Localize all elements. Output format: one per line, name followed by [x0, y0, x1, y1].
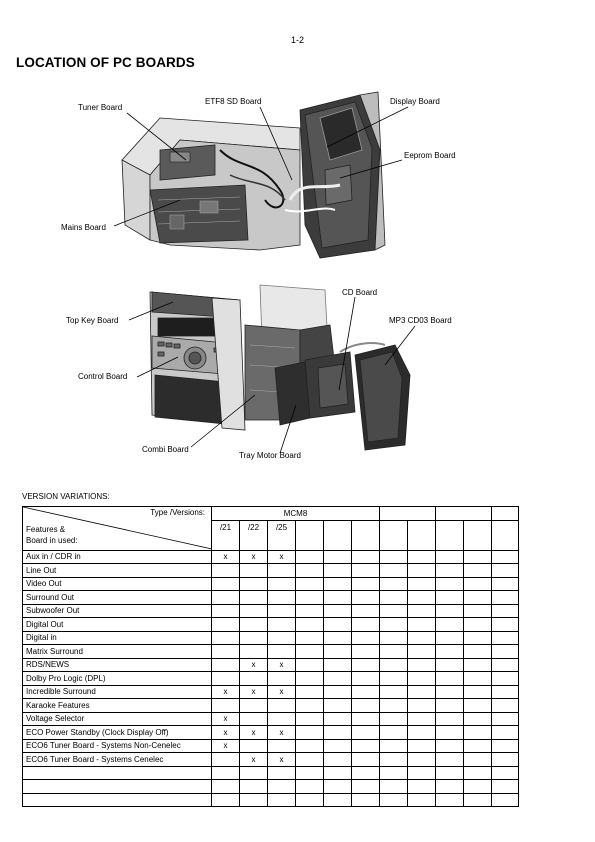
feature-cell: Karaoke Features — [23, 699, 212, 713]
empty-cell — [464, 564, 492, 578]
tuner-board-label: Tuner Board — [78, 103, 123, 112]
empty-cell — [380, 604, 408, 618]
version-mark-cell-v25 — [268, 645, 296, 659]
empty-cell — [324, 618, 352, 632]
empty-cell — [464, 672, 492, 686]
empty-cell — [408, 672, 436, 686]
mp3-cd03-board-label: MP3 CD03 Board — [389, 316, 452, 325]
empty-cell — [352, 658, 380, 672]
empty-cell — [296, 672, 324, 686]
version-mark-cell-v25: x — [268, 685, 296, 699]
empty-cell — [408, 685, 436, 699]
display-board-label: Display Board — [390, 97, 440, 106]
version-mark-cell-v25 — [268, 564, 296, 578]
empty-cell — [492, 766, 519, 780]
version-mark-cell-v22: x — [240, 685, 268, 699]
empty-cell — [464, 685, 492, 699]
empty-cell — [464, 712, 492, 726]
empty-cell — [408, 699, 436, 713]
empty-cell — [324, 685, 352, 699]
empty-cell — [352, 672, 380, 686]
empty-cell — [464, 577, 492, 591]
feature-cell: Voltage Selector — [23, 712, 212, 726]
empty-cell — [408, 631, 436, 645]
empty-cell — [324, 564, 352, 578]
empty-cell — [352, 564, 380, 578]
version-mark-cell-v21 — [212, 564, 240, 578]
empty-cell — [408, 645, 436, 659]
feature-cell: Line Out — [23, 564, 212, 578]
empty-cell — [436, 618, 464, 632]
version-mark-cell-v21 — [212, 793, 240, 807]
empty-cell — [380, 726, 408, 740]
empty-cell — [324, 604, 352, 618]
eeprom-board-label: Eeprom Board — [404, 151, 456, 160]
empty-cell — [492, 712, 519, 726]
empty-cell — [324, 793, 352, 807]
empty-cell — [436, 699, 464, 713]
empty-cell — [492, 645, 519, 659]
version-mark-cell-v22 — [240, 618, 268, 632]
empty-cell — [464, 591, 492, 605]
version-mark-cell-v21 — [212, 577, 240, 591]
version-mark-cell-v21 — [212, 618, 240, 632]
version-mark-cell-v25 — [268, 591, 296, 605]
empty-cell — [324, 712, 352, 726]
control-board-label: Control Board — [78, 372, 128, 381]
empty-cell — [296, 712, 324, 726]
empty-cell — [492, 658, 519, 672]
table-row — [23, 793, 519, 807]
empty-cell — [492, 550, 519, 564]
page-number: 1-2 — [290, 35, 304, 45]
table-row — [23, 672, 519, 686]
model-header: MCM8 — [212, 507, 380, 521]
empty-cell — [492, 780, 519, 794]
version-header-22: /22 — [240, 520, 268, 550]
version-mark-cell-v21 — [212, 604, 240, 618]
empty-cell — [352, 793, 380, 807]
empty-cell — [324, 753, 352, 767]
empty-cell — [436, 739, 464, 753]
empty-cell — [324, 645, 352, 659]
version-mark-cell-v25: x — [268, 658, 296, 672]
empty-cell — [492, 577, 519, 591]
version-mark-cell-v22: x — [240, 753, 268, 767]
empty-cell — [436, 550, 464, 564]
exploded-unit-photo — [150, 285, 410, 450]
table-row — [23, 591, 519, 605]
empty-cell — [436, 591, 464, 605]
empty-cell — [408, 739, 436, 753]
empty-cell — [296, 753, 324, 767]
empty-cell — [436, 645, 464, 659]
empty-cell — [436, 712, 464, 726]
version-mark-cell-v21 — [212, 766, 240, 780]
table-row — [23, 550, 519, 564]
empty-cell — [352, 780, 380, 794]
empty-cell — [436, 753, 464, 767]
table-row — [23, 618, 519, 632]
version-mark-cell-v21 — [212, 672, 240, 686]
version-mark-cell-v22 — [240, 712, 268, 726]
feature-cell: Matrix Surround — [23, 645, 212, 659]
version-mark-cell-v25 — [268, 699, 296, 713]
empty-cell — [380, 577, 408, 591]
empty-cell — [380, 591, 408, 605]
empty-cell — [464, 658, 492, 672]
version-mark-cell-v21 — [212, 753, 240, 767]
version-mark-cell-v21 — [212, 591, 240, 605]
table-row — [23, 658, 519, 672]
empty-cell — [492, 618, 519, 632]
version-mark-cell-v22 — [240, 739, 268, 753]
table-row — [23, 564, 519, 578]
version-mark-cell-v22 — [240, 564, 268, 578]
empty-cell — [464, 550, 492, 564]
empty-cell — [464, 753, 492, 767]
version-mark-cell-v22 — [240, 766, 268, 780]
table-row — [23, 766, 519, 780]
version-mark-cell-v22 — [240, 699, 268, 713]
empty-cell — [324, 631, 352, 645]
version-mark-cell-v25 — [268, 672, 296, 686]
empty-cell — [408, 591, 436, 605]
empty-cell — [324, 780, 352, 794]
empty-cell — [296, 793, 324, 807]
empty-cell — [464, 618, 492, 632]
empty-cell — [408, 658, 436, 672]
feature-cell: Incredible Surround — [23, 685, 212, 699]
empty-cell — [296, 685, 324, 699]
empty-cell — [380, 618, 408, 632]
empty-cell — [324, 726, 352, 740]
empty-cell — [352, 550, 380, 564]
feature-cell: ECO6 Tuner Board - Systems Cenelec — [23, 753, 212, 767]
empty-cell — [436, 631, 464, 645]
empty-cell — [492, 604, 519, 618]
feature-cell — [23, 793, 212, 807]
empty-cell — [380, 672, 408, 686]
version-mark-cell-v21: x — [212, 712, 240, 726]
empty-cell — [352, 645, 380, 659]
version-mark-cell-v22: x — [240, 658, 268, 672]
table-row — [23, 604, 519, 618]
mains-board-label: Mains Board — [61, 223, 106, 232]
empty-cell — [324, 577, 352, 591]
empty-cell — [436, 780, 464, 794]
feature-cell: Aux in / CDR in — [23, 550, 212, 564]
empty-cell — [352, 577, 380, 591]
empty-cell — [296, 550, 324, 564]
empty-cell — [380, 699, 408, 713]
empty-cell — [436, 564, 464, 578]
empty-cell — [436, 672, 464, 686]
version-mark-cell-v25 — [268, 631, 296, 645]
version-mark-cell-v21 — [212, 780, 240, 794]
feature-cell: ECO6 Tuner Board - Systems Non-Cenelec — [23, 739, 212, 753]
empty-cell — [380, 793, 408, 807]
version-mark-cell-v22 — [240, 631, 268, 645]
version-mark-cell-v22 — [240, 645, 268, 659]
tray-motor-board-label: Tray Motor Board — [239, 451, 301, 460]
empty-cell — [436, 604, 464, 618]
page-title: LOCATION OF PC BOARDS — [16, 55, 195, 70]
empty-cell — [380, 766, 408, 780]
version-mark-cell-v22 — [240, 591, 268, 605]
version-mark-cell-v25 — [268, 577, 296, 591]
empty-cell — [380, 753, 408, 767]
empty-cell — [492, 685, 519, 699]
version-mark-cell-v25 — [268, 712, 296, 726]
empty-cell — [436, 793, 464, 807]
empty-cell — [296, 604, 324, 618]
empty-cell — [380, 685, 408, 699]
empty-cell — [408, 712, 436, 726]
cd-board-label: CD Board — [342, 288, 378, 297]
empty-cell — [408, 726, 436, 740]
empty-cell — [380, 712, 408, 726]
version-mark-cell-v21: x — [212, 726, 240, 740]
empty-cell — [324, 550, 352, 564]
empty-cell — [352, 618, 380, 632]
empty-cell — [408, 604, 436, 618]
version-mark-cell-v21 — [212, 645, 240, 659]
feature-cell: ECO Power Standby (Clock Display Off) — [23, 726, 212, 740]
empty-cell — [464, 766, 492, 780]
version-mark-cell-v22 — [240, 780, 268, 794]
empty-cell — [492, 631, 519, 645]
empty-cell — [492, 793, 519, 807]
version-mark-cell-v22: x — [240, 726, 268, 740]
table-row — [23, 699, 519, 713]
version-mark-cell-v25: x — [268, 753, 296, 767]
version-mark-cell-v25 — [268, 780, 296, 794]
feature-cell: RDS/NEWS — [23, 658, 212, 672]
type-versions-label: Type /Versions: — [150, 508, 205, 517]
empty-cell — [352, 712, 380, 726]
version-mark-cell-v22: x — [240, 550, 268, 564]
table-row — [23, 753, 519, 767]
version-mark-cell-v25 — [268, 604, 296, 618]
feature-cell: Digital Out — [23, 618, 212, 632]
features-label: Features & Board in used: — [26, 525, 78, 545]
empty-cell — [380, 631, 408, 645]
empty-cell — [324, 658, 352, 672]
version-mark-cell-v21 — [212, 631, 240, 645]
empty-cell — [296, 618, 324, 632]
empty-cell — [492, 591, 519, 605]
empty-cell — [436, 577, 464, 591]
empty-cell — [296, 766, 324, 780]
feature-cell — [23, 780, 212, 794]
empty-cell — [464, 604, 492, 618]
etf8-sd-board-label: ETF8 SD Board — [205, 97, 262, 106]
version-mark-cell-v25: x — [268, 726, 296, 740]
version-mark-cell-v25 — [268, 618, 296, 632]
empty-cell — [492, 672, 519, 686]
feature-cell: Digital in — [23, 631, 212, 645]
empty-cell — [324, 672, 352, 686]
version-mark-cell-v25: x — [268, 550, 296, 564]
feature-cell: Dolby Pro Logic (DPL) — [23, 672, 212, 686]
empty-cell — [324, 699, 352, 713]
version-mark-cell-v22 — [240, 793, 268, 807]
empty-cell — [408, 780, 436, 794]
empty-cell — [296, 577, 324, 591]
empty-cell — [408, 793, 436, 807]
empty-cell — [492, 726, 519, 740]
version-mark-cell-v25 — [268, 739, 296, 753]
empty-cell — [352, 753, 380, 767]
feature-cell: Surround Out — [23, 591, 212, 605]
empty-cell — [436, 766, 464, 780]
table-row — [23, 726, 519, 740]
empty-cell — [324, 591, 352, 605]
empty-cell — [408, 753, 436, 767]
empty-cell — [296, 591, 324, 605]
empty-cell — [296, 726, 324, 740]
table-row — [23, 577, 519, 591]
empty-cell — [352, 631, 380, 645]
empty-cell — [352, 739, 380, 753]
empty-cell — [464, 726, 492, 740]
empty-cell — [380, 645, 408, 659]
version-mark-cell-v25 — [268, 793, 296, 807]
empty-cell — [464, 793, 492, 807]
empty-cell — [492, 739, 519, 753]
empty-cell — [408, 550, 436, 564]
empty-cell — [296, 645, 324, 659]
empty-cell — [296, 699, 324, 713]
empty-cell — [464, 739, 492, 753]
empty-cell — [324, 739, 352, 753]
table-row — [23, 712, 519, 726]
combi-board-label: Combi Board — [142, 445, 189, 454]
empty-cell — [436, 726, 464, 740]
empty-cell — [352, 591, 380, 605]
table-row — [23, 685, 519, 699]
version-header-25: /25 — [268, 520, 296, 550]
version-mark-cell-v22 — [240, 672, 268, 686]
empty-cell — [464, 699, 492, 713]
empty-cell — [380, 550, 408, 564]
version-variations-heading: VERSION VARIATIONS: — [22, 492, 110, 501]
empty-cell — [352, 685, 380, 699]
empty-cell — [352, 766, 380, 780]
empty-cell — [296, 658, 324, 672]
empty-cell — [408, 577, 436, 591]
top-key-board-label: Top Key Board — [66, 316, 119, 325]
empty-cell — [408, 766, 436, 780]
version-mark-cell-v21: x — [212, 550, 240, 564]
version-mark-cell-v21: x — [212, 685, 240, 699]
empty-cell — [464, 645, 492, 659]
empty-cell — [492, 564, 519, 578]
empty-cell — [436, 658, 464, 672]
empty-cell — [380, 739, 408, 753]
empty-cell — [436, 685, 464, 699]
empty-cell — [380, 780, 408, 794]
table-row — [23, 739, 519, 753]
version-mark-cell-v25 — [268, 766, 296, 780]
main-unit-photo — [122, 92, 385, 258]
version-variations-table — [22, 506, 519, 807]
empty-cell — [296, 564, 324, 578]
version-mark-cell-v22 — [240, 604, 268, 618]
feature-cell — [23, 766, 212, 780]
table-row — [23, 780, 519, 794]
feature-cell: Subwoofer Out — [23, 604, 212, 618]
empty-cell — [492, 699, 519, 713]
empty-cell — [296, 739, 324, 753]
version-mark-cell-v22 — [240, 577, 268, 591]
version-header-21: /21 — [212, 520, 240, 550]
empty-cell — [352, 726, 380, 740]
empty-cell — [464, 631, 492, 645]
version-mark-cell-v21 — [212, 699, 240, 713]
empty-cell — [408, 564, 436, 578]
empty-cell — [324, 766, 352, 780]
empty-cell — [464, 780, 492, 794]
feature-cell: Video Out — [23, 577, 212, 591]
empty-cell — [352, 699, 380, 713]
empty-cell — [296, 780, 324, 794]
empty-cell — [492, 753, 519, 767]
table-row — [23, 631, 519, 645]
empty-cell — [296, 631, 324, 645]
version-mark-cell-v21 — [212, 658, 240, 672]
table-row — [23, 645, 519, 659]
empty-cell — [380, 564, 408, 578]
version-mark-cell-v21: x — [212, 739, 240, 753]
empty-cell — [352, 604, 380, 618]
empty-cell — [380, 658, 408, 672]
empty-cell — [408, 618, 436, 632]
table-corner-header — [23, 507, 212, 551]
